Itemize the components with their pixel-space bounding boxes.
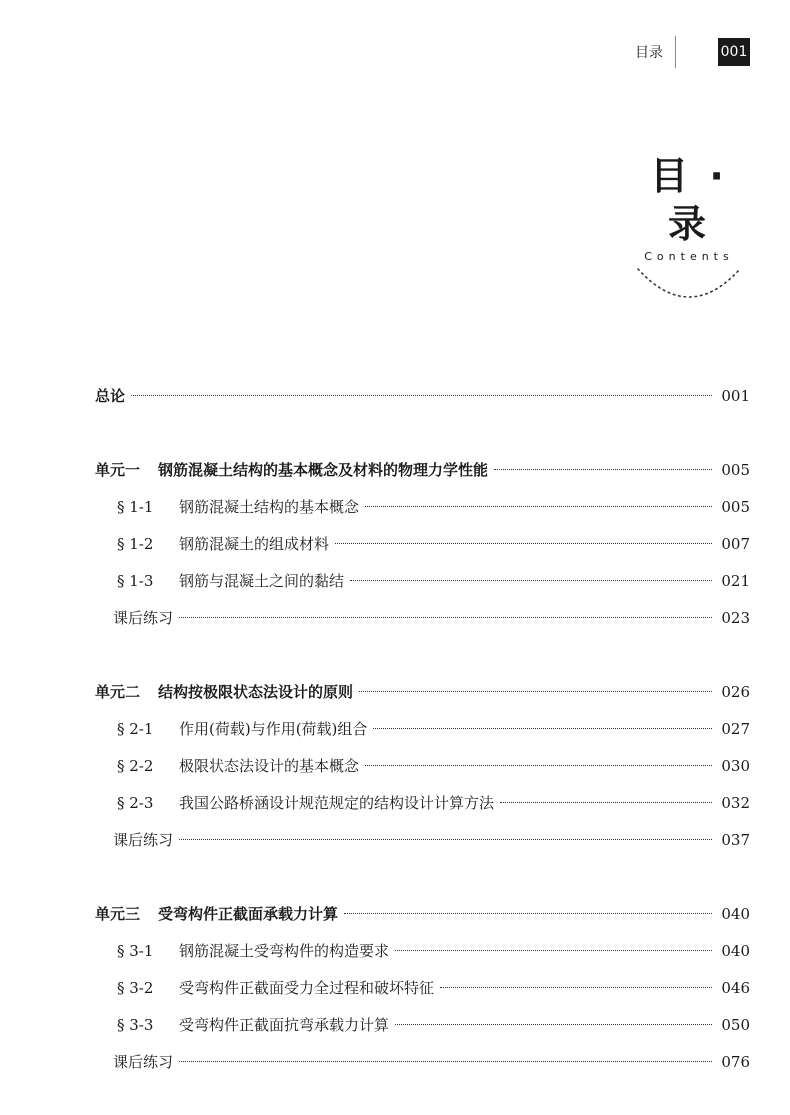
running-head-divider bbox=[675, 36, 676, 68]
toc-entry-section-2-2[interactable] bbox=[95, 748, 750, 785]
toc-entry-title: 我国公路桥涵设计规范规定的结构设计计算方法 bbox=[179, 794, 495, 812]
dotted-arc-ornament bbox=[634, 263, 744, 303]
toc-entry-title: 受弯构件正截面受力全过程和破坏特征 bbox=[179, 979, 435, 997]
toc-entry-title: 课后练习 bbox=[113, 609, 174, 627]
toc-entry-page: 037 bbox=[721, 831, 750, 849]
page-number-badge: 001 bbox=[718, 38, 750, 66]
toc-entry-page: 040 bbox=[721, 905, 750, 923]
dot-leader bbox=[335, 543, 712, 544]
dot-leader bbox=[440, 987, 712, 988]
toc-entry-page: 050 bbox=[721, 1016, 750, 1034]
dot-leader bbox=[179, 839, 712, 840]
dot-leader bbox=[500, 802, 712, 803]
toc-entry-title: 作用(荷载)与作用(荷载)组合 bbox=[179, 720, 368, 738]
toc-entry-exercise-2[interactable] bbox=[95, 822, 750, 859]
toc-entry-section-2-3[interactable] bbox=[95, 785, 750, 822]
toc-entry-section-3-1[interactable] bbox=[95, 933, 750, 970]
unit-number: 单元一 bbox=[95, 461, 141, 479]
dot-leader bbox=[365, 506, 712, 507]
running-head-label: 目录 bbox=[635, 45, 663, 61]
toc-entry-section-1-2[interactable] bbox=[95, 526, 750, 563]
dot-leader bbox=[395, 950, 712, 951]
toc-entry-title: 钢筋混凝土的组成材料 bbox=[179, 535, 330, 553]
unit-number: 单元二 bbox=[95, 683, 141, 701]
dot-leader bbox=[373, 728, 712, 729]
toc-entry-page: 005 bbox=[721, 498, 750, 516]
table-of-contents bbox=[95, 378, 750, 1081]
toc-entry-title: 钢筋混凝土受弯构件的构造要求 bbox=[179, 942, 390, 960]
toc-entry-page: 001 bbox=[721, 387, 750, 405]
dot-leader bbox=[494, 469, 712, 470]
toc-entry-title: 钢筋与混凝土之间的黏结 bbox=[179, 572, 345, 590]
toc-entry-title: 课后练习 bbox=[113, 831, 174, 849]
toc-entry-page: 040 bbox=[721, 942, 750, 960]
dot-leader bbox=[179, 617, 712, 618]
dot-leader bbox=[131, 395, 712, 396]
page-subtitle: Contents bbox=[644, 250, 734, 263]
toc-entry-page: 021 bbox=[721, 572, 750, 590]
toc-entry-page: 076 bbox=[721, 1053, 750, 1071]
toc-entry-section-1-3[interactable] bbox=[95, 563, 750, 600]
toc-entry-section-3-2[interactable] bbox=[95, 970, 750, 1007]
toc-entry-title: 极限状态法设计的基本概念 bbox=[179, 757, 360, 775]
toc-entry-exercise-1[interactable] bbox=[95, 600, 750, 637]
toc-entry-title: 总论 bbox=[95, 387, 126, 405]
toc-entry-unit-3[interactable] bbox=[95, 896, 750, 933]
unit-number: 单元三 bbox=[95, 905, 141, 923]
section-number: § 2-3 bbox=[117, 794, 154, 812]
toc-entry-unit-2[interactable] bbox=[95, 674, 750, 711]
section-number: § 1-1 bbox=[117, 498, 154, 516]
section-number: § 2-2 bbox=[117, 757, 154, 775]
toc-entry-page: 023 bbox=[721, 609, 750, 627]
dot-leader bbox=[344, 913, 712, 914]
section-number: § 1-3 bbox=[117, 572, 154, 590]
toc-entry-intro[interactable] bbox=[95, 378, 750, 415]
section-number: § 3-1 bbox=[117, 942, 154, 960]
toc-title-block bbox=[624, 152, 754, 303]
dot-leader bbox=[359, 691, 712, 692]
toc-entry-page: 027 bbox=[721, 720, 750, 738]
page-title: 目 · 录 bbox=[650, 154, 728, 246]
section-number: § 3-2 bbox=[117, 979, 154, 997]
dot-leader bbox=[365, 765, 712, 766]
toc-entry-section-2-1[interactable] bbox=[95, 711, 750, 748]
toc-entry-title: 结构按极限状态法设计的原则 bbox=[158, 683, 354, 701]
toc-entry-section-3-3[interactable] bbox=[95, 1007, 750, 1044]
toc-entry-page: 032 bbox=[721, 794, 750, 812]
toc-entry-page: 046 bbox=[721, 979, 750, 997]
toc-entry-title: 钢筋混凝土结构的基本概念 bbox=[179, 498, 360, 516]
toc-entry-page: 005 bbox=[721, 461, 750, 479]
toc-entry-page: 030 bbox=[721, 757, 750, 775]
toc-entry-page: 007 bbox=[721, 535, 750, 553]
toc-entry-title: 受弯构件正截面抗弯承载力计算 bbox=[179, 1016, 390, 1034]
section-number: § 3-3 bbox=[117, 1016, 154, 1034]
toc-entry-title: 课后练习 bbox=[113, 1053, 174, 1071]
section-number: § 1-2 bbox=[117, 535, 154, 553]
toc-entry-unit-1[interactable] bbox=[95, 452, 750, 489]
dot-leader bbox=[395, 1024, 712, 1025]
toc-entry-section-1-1[interactable] bbox=[95, 489, 750, 526]
dot-leader bbox=[179, 1061, 712, 1062]
toc-entry-page: 026 bbox=[721, 683, 750, 701]
running-head bbox=[635, 36, 750, 68]
dot-leader bbox=[350, 580, 712, 581]
toc-entry-title: 钢筋混凝土结构的基本概念及材料的物理力学性能 bbox=[158, 461, 489, 479]
section-number: § 2-1 bbox=[117, 720, 154, 738]
toc-entry-exercise-3[interactable] bbox=[95, 1044, 750, 1081]
toc-entry-title: 受弯构件正截面承载力计算 bbox=[158, 905, 339, 923]
